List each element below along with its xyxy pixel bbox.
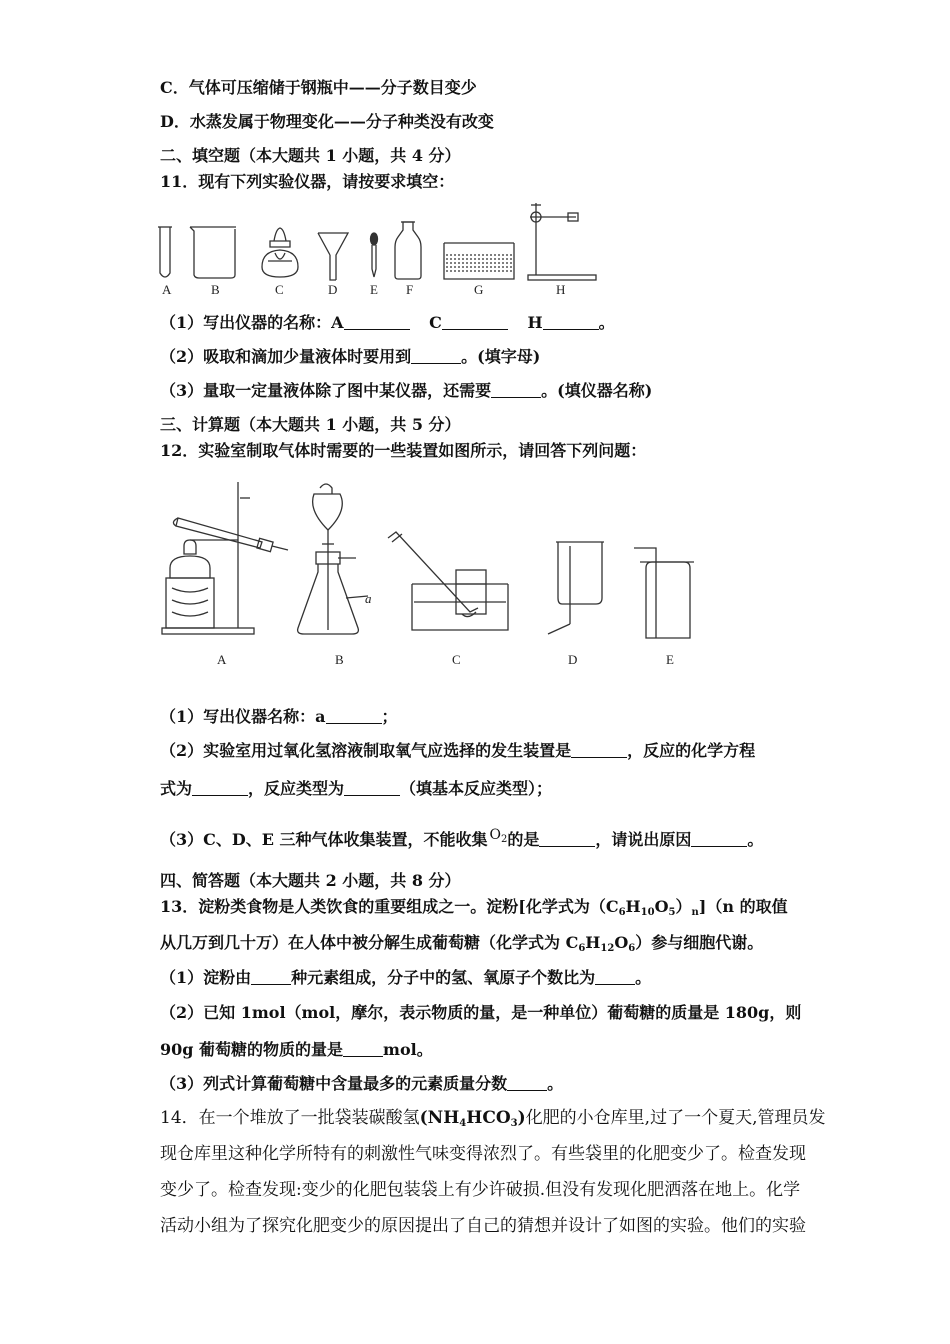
alcohol-lamp-icon <box>262 228 298 277</box>
q12-part3-prefix: （3）C、D、E 三种气体收集装置，不能收集 <box>160 830 488 849</box>
q13-part3-prefix: （3）列式计算葡萄糖中含量最多的元素质量分数 <box>160 1074 508 1093</box>
q12-part1-prefix: （1）写出仪器名称：a <box>160 707 326 726</box>
q11-part1 <box>160 312 615 334</box>
q14-line1 <box>160 1107 826 1135</box>
apparatus-c <box>388 532 508 630</box>
q13-part2-line2-suffix: mol。 <box>383 1040 433 1059</box>
apparatus-d <box>548 542 604 634</box>
q13-line1 <box>160 896 788 924</box>
q13-part1-prefix: （1）淀粉由 <box>160 968 252 987</box>
q14-line1-b: 化肥的小仓库里,过了一个夏天,管理员发 <box>525 1108 826 1128</box>
q13-sub-5: 5 <box>668 907 676 918</box>
q12-part2-line2 <box>160 778 552 800</box>
q11-part3-suffix: 。(填仪器名称) <box>541 381 653 400</box>
q12-part2-prefix: （2）实验室用过氧化氢溶液制取氧气应选择的发生装置是 <box>160 741 572 760</box>
o2-subscript: 2 <box>501 834 508 845</box>
funnel-icon <box>318 233 348 280</box>
instrument-label-d: D <box>328 282 338 297</box>
answer-blank-generator[interactable] <box>571 741 627 758</box>
q13-part2-line2-prefix: 90g 葡萄糖的物质的量是 <box>160 1040 344 1059</box>
q13-sub-n: n <box>691 907 699 918</box>
o2-symbol: O <box>489 827 501 843</box>
q13-sub-10: 10 <box>640 907 655 918</box>
q13-line2-a: 从几万到几十万）在人体中被分解生成葡萄糖（化学式为 C <box>160 933 579 952</box>
iron-stand-icon <box>528 203 596 280</box>
section3-heading: 三、计算题（本大题共 1 小题，共 5 分） <box>160 415 461 434</box>
q13-line2-sub-6b: 6 <box>628 943 636 954</box>
answer-blank-dropper[interactable] <box>411 347 461 364</box>
o2-formula <box>490 827 508 843</box>
answer-blank-reaction-type[interactable] <box>344 779 400 796</box>
instrument-label-b: B <box>211 282 220 297</box>
q14-line1-a: 14．在一个堆放了一批袋装碳酸氢 <box>160 1108 420 1128</box>
instrument-label-f: F <box>406 282 414 297</box>
q13-part1 <box>160 967 651 989</box>
answer-blank-equation[interactable] <box>192 779 248 796</box>
q13-line2-sub-6: 6 <box>578 943 586 954</box>
q12-part2-line2-prefix: 式为 <box>160 779 193 798</box>
answer-blank-collector[interactable] <box>539 830 595 847</box>
q11-part1-h: H <box>527 313 543 332</box>
apparatus-figure <box>0 470 950 650</box>
dropper-icon <box>371 233 378 277</box>
q12-part2-line1 <box>160 740 755 762</box>
q12-part3-mid2: ，请说出原因 <box>595 830 692 849</box>
q13-line2-sub-12: 12 <box>600 943 615 954</box>
q12-part1 <box>160 706 398 728</box>
q11-part2-prefix: （2）吸取和滴加少量液体时要用到 <box>160 347 412 366</box>
q10-option-c: C．气体可压缩储于钢瓶中——分子数目变少 <box>160 78 477 97</box>
apparatus-label-e: E <box>666 652 674 667</box>
q14-line2: 现仓库里这种化学所特有的刺激性气味变得浓烈了。有些袋里的化肥变少了。检查发现 <box>160 1144 806 1164</box>
apparatus-label-a: A <box>217 652 227 667</box>
q12-part2-line2-mid: ，反应类型为 <box>248 779 345 798</box>
apparatus-a <box>162 482 288 634</box>
q14-line4: 活动小组为了探究化肥变少的原因提出了自己的猜想并设计了如图的实验。他们的实验 <box>160 1216 806 1236</box>
section2-heading: 二、填空题（本大题共 1 小题，共 4 分） <box>160 146 461 165</box>
beaker-icon <box>190 227 235 278</box>
answer-blank-h[interactable] <box>543 313 599 330</box>
q12-part2-suffix: ，反应的化学方程 <box>627 741 756 760</box>
answer-blank-ratio[interactable] <box>595 968 635 985</box>
apparatus-label-d: D <box>568 652 578 667</box>
q13-line1-c: ]（n 的取值 <box>698 897 788 916</box>
q13-line2-o: O <box>614 933 629 952</box>
apparatus-b <box>298 484 368 634</box>
water-trough-icon <box>444 243 514 279</box>
q14-sub-4: 4 <box>459 1118 467 1129</box>
q13-o: O <box>654 897 669 916</box>
q11-part1-prefix: （1）写出仪器的名称：A <box>160 313 344 332</box>
q13-line1-a: 13．淀粉类食物是人类饮食的重要组成之一。淀粉[化学式为（C <box>160 897 619 916</box>
q11-part2 <box>160 346 540 368</box>
q13-sub-6: 6 <box>618 907 626 918</box>
q12-part1-suffix: ； <box>381 707 398 726</box>
instrument-label-e: E <box>370 282 378 297</box>
q12-part3-mid: 的是 <box>507 830 540 849</box>
q11-part2-suffix: 。(填字母) <box>461 347 541 366</box>
q11-part1-c: C <box>429 313 442 332</box>
q12-part3 <box>160 824 763 851</box>
q11-part3-prefix: （3）量取一定量液体除了图中某仪器，还需要 <box>160 381 492 400</box>
q14-formula-a: (NH <box>419 1108 460 1128</box>
answer-blank-mol[interactable] <box>343 1040 383 1057</box>
q14-formula-b: HCO <box>466 1108 511 1128</box>
instrument-label-h: H <box>556 282 566 297</box>
instrument-label-c: C <box>275 282 284 297</box>
q13-part1-mid: 种元素组成，分子中的氢、氧原子个数比为 <box>291 968 596 987</box>
section4-heading: 四、简答题（本大题共 2 小题，共 8 分） <box>160 871 461 890</box>
apparatus-label-c: C <box>452 652 461 667</box>
q12-part2-line2-suffix: （填基本反应类型）； <box>400 779 553 798</box>
q12-stem: 12．实验室制取气体时需要的一些装置如图所示，请回答下列问题： <box>160 441 647 460</box>
q12-part3-end: 。 <box>747 830 764 849</box>
part-label-a: a <box>365 591 372 606</box>
q13-part3 <box>160 1073 563 1095</box>
reagent-bottle-icon <box>395 222 421 279</box>
answer-blank-part-a[interactable] <box>326 707 382 724</box>
answer-blank-c[interactable] <box>442 313 508 330</box>
test-tube-icon <box>160 227 170 277</box>
answer-blank-mass-fraction[interactable] <box>507 1074 547 1091</box>
q14-formula-c: ) <box>517 1108 526 1128</box>
q13-line1-b: ） <box>675 897 692 916</box>
answer-blank-reason[interactable] <box>691 830 747 847</box>
apparatus-label-b: B <box>335 652 344 667</box>
q11-part3 <box>160 380 652 402</box>
apparatus-e <box>634 548 694 638</box>
answer-blank-measure[interactable] <box>491 381 541 398</box>
q13-part3-end: 。 <box>547 1074 564 1093</box>
q13-part2-line2 <box>160 1039 433 1061</box>
q10-option-d: D．水蒸发属于物理变化——分子种类没有改变 <box>160 112 494 131</box>
q13-part1-end: 。 <box>635 968 652 987</box>
q11-stem: 11．现有下列实验仪器，请按要求填空： <box>160 172 455 191</box>
q13-part2-line1: （2）已知 1mol（mol，摩尔，表示物质的量，是一种单位）葡萄糖的质量是 180g，则 <box>160 1003 802 1022</box>
answer-blank-elements[interactable] <box>251 968 291 985</box>
q14-sub-3: 3 <box>510 1118 518 1129</box>
instrument-label-g: G <box>474 282 484 297</box>
q11-part1-end: 。 <box>598 313 615 332</box>
q14-line3: 变少了。检查发现:变少的化肥包装袋上有少许破损.但没有发现化肥洒落在地上。化学 <box>160 1180 801 1200</box>
q14-formula <box>420 1108 526 1128</box>
answer-blank-a[interactable] <box>344 313 410 330</box>
q13-line2-b: ）参与细胞代谢。 <box>635 933 764 952</box>
instrument-label-a: A <box>162 282 172 297</box>
q13-h: H <box>625 897 641 916</box>
q13-line2 <box>160 932 763 960</box>
q13-line2-h: H <box>585 933 601 952</box>
